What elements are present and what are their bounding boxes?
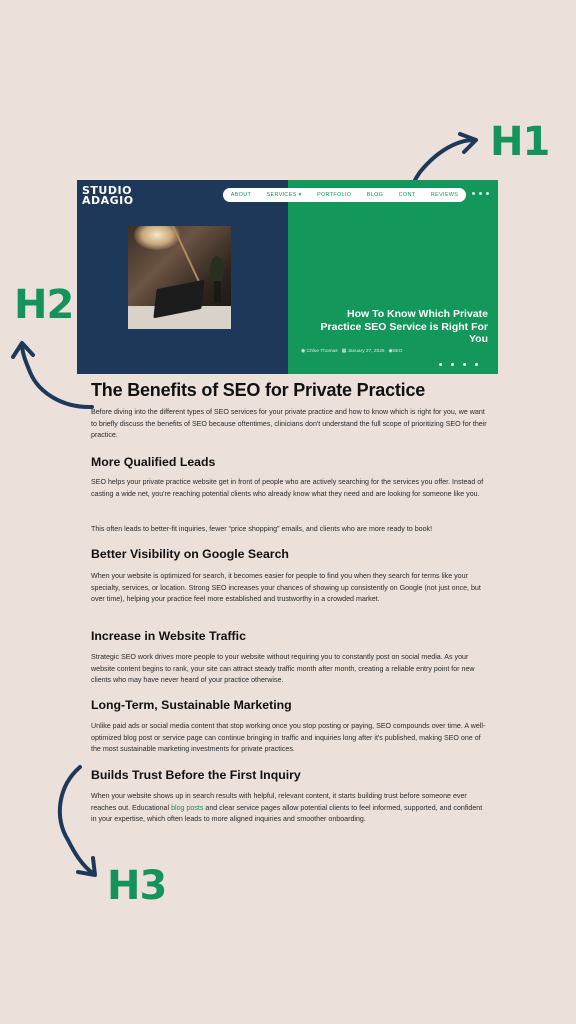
- facebook-icon[interactable]: [486, 192, 489, 195]
- post-meta: [301, 349, 402, 354]
- twitter-share-icon[interactable]: [451, 363, 454, 366]
- post-category[interactable]: SEO: [392, 349, 403, 354]
- section-paragraph: SEO helps your private practice website get in front of people who are actively searching for the services you offer. Instead of casting a wide net, you're reaching potential clients who already know what they need and are looking for someone like you.: [91, 478, 484, 498]
- nav-social-icons: [472, 192, 489, 195]
- section-paragraph: Unlike paid ads or social media content that stop working once you stop posting or paying, SEO compounds over time. A well-optimized blog post or service page can continue bringing in traffic and inquiries long after it's published, making SEO one of the most sustainable marketing investments for private practices.: [91, 722, 486, 753]
- calendar-icon: ▦: [341, 349, 347, 354]
- post-hero: [77, 180, 498, 374]
- section-paragraph: When your website shows up in search results with helpful, relevant content, it starts building trust before someone ever reaches out. Educational blog posts and clear service pages allow potential clients to feel informed, supported, and confident in your expertise, which often leads to more aligned inquiries and smoother onboarding.: [91, 792, 483, 823]
- studio-adagio-logo[interactable]: STUDIO ADAGIO: [82, 184, 134, 207]
- main-nav: [223, 188, 466, 202]
- nav-contact[interactable]: CONT: [398, 192, 416, 198]
- post-title-h1: How To Know Which Private Practice SEO Service is Right For You: [320, 308, 488, 345]
- section-heading: Builds Trust Before the First Inquiry: [91, 768, 301, 782]
- nav-portfolio[interactable]: PORTFOLIO: [316, 192, 352, 198]
- facebook-share-icon[interactable]: [439, 363, 442, 366]
- section-heading: Better Visibility on Google Search: [91, 547, 289, 561]
- section-paragraph: Strategic SEO work drives more people to your website without requiring you to constantly post on social media. As your website content begins to rank, your site can attract steady traffic month after month, creating a reliable entry point for new clients who may have never heard of your practice otherwise.: [91, 653, 475, 684]
- h2-annotation-label: H2: [14, 282, 74, 328]
- tag-icon: ◆: [388, 349, 393, 354]
- author-icon: ◉: [301, 349, 306, 354]
- linkedin-share-icon[interactable]: [463, 363, 466, 366]
- post-author[interactable]: Chloe Thomas: [306, 349, 338, 354]
- nav-about[interactable]: ABOUT: [230, 192, 252, 198]
- section-heading: Increase in Website Traffic: [91, 629, 246, 643]
- intro-paragraph: Before diving into the different types of SEO services for your private practice and how to know which is right for you, we want to briefly discuss the benefits of SEO because oftentimes, clinicians don't understand the full scope of prioritizing SEO for their practice.: [91, 408, 487, 439]
- share-icons: [439, 363, 478, 366]
- nav-reviews[interactable]: REVIEWS: [430, 192, 459, 198]
- h3-arrow: [60, 767, 94, 874]
- section-heading: More Qualified Leads: [91, 455, 216, 469]
- instagram-icon[interactable]: [472, 192, 475, 195]
- h3-annotation-label: H3: [107, 863, 167, 909]
- pinterest-share-icon[interactable]: [475, 363, 478, 366]
- section-paragraph: This often leads to better-fit inquiries, fewer “price shopping” emails, and clients who are more ready to book!: [91, 525, 433, 533]
- pinterest-icon[interactable]: [479, 192, 482, 195]
- section-paragraph: When your website is optimized for search, it becomes easier for people to find you when they search for terms like your specialty, services, or location. Strong SEO increases your chances of showing up consistently on Google (not just once, but over time), helping your practice feel more established and trustworthy in a crowded market.: [91, 572, 481, 603]
- article-h2: The Benefits of SEO for Private Practice: [91, 380, 426, 400]
- featured-photo: [128, 226, 231, 329]
- h1-annotation-label: H1: [490, 119, 550, 165]
- nav-services[interactable]: SERVICES ▾: [266, 192, 302, 198]
- nav-blog[interactable]: BLOG: [366, 192, 384, 198]
- blog-posts-link[interactable]: blog posts: [171, 803, 204, 812]
- section-heading: Long-Term, Sustainable Marketing: [91, 698, 292, 712]
- post-date: January 27, 2026: [347, 349, 385, 354]
